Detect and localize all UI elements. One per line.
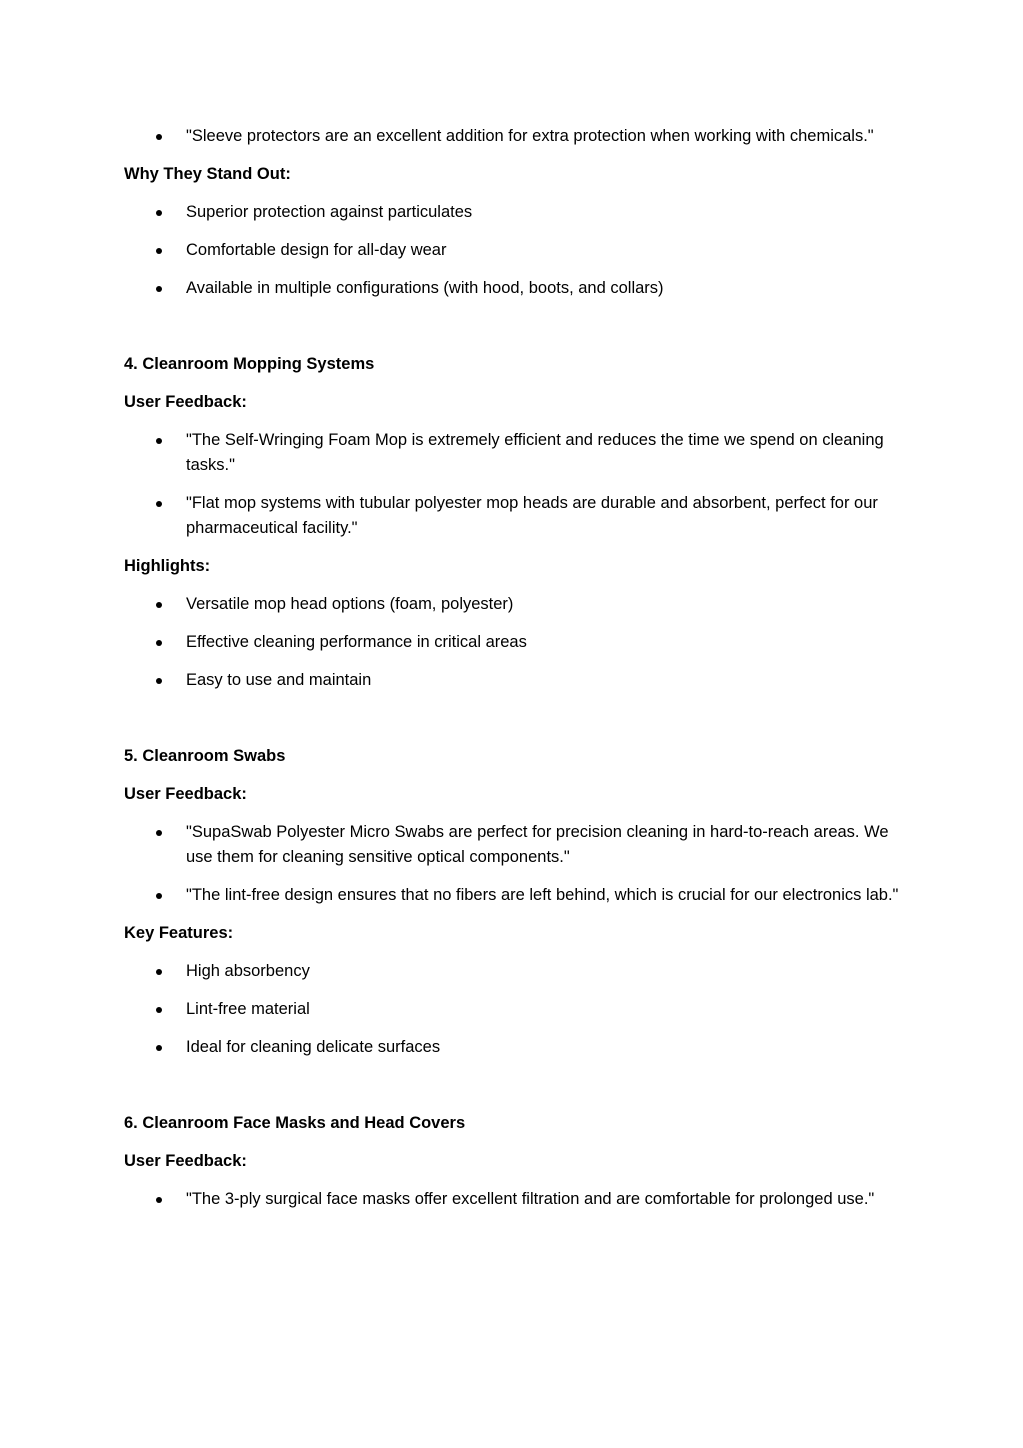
section-5-feedback-heading: User Feedback: bbox=[124, 785, 247, 803]
list-item: Easy to use and maintain bbox=[124, 668, 904, 693]
list-item: Effective cleaning performance in critical areas bbox=[124, 630, 904, 655]
list-item: Ideal for cleaning delicate surfaces bbox=[124, 1035, 904, 1060]
bullet-icon bbox=[156, 248, 162, 254]
list-item: "The lint-free design ensures that no fibers are left behind, which is crucial for our electronics lab." bbox=[124, 883, 904, 908]
bullet-icon bbox=[156, 893, 162, 899]
list-item: Versatile mop head options (foam, polyester) bbox=[124, 592, 904, 617]
section-4-highlights-list bbox=[124, 592, 904, 693]
list-item: Superior protection against particulates bbox=[124, 200, 904, 225]
list-item: Comfortable design for all-day wear bbox=[124, 238, 904, 263]
intro-bullet-list bbox=[124, 124, 904, 149]
section-4-highlights-heading: Highlights: bbox=[124, 557, 211, 575]
bullet-icon bbox=[156, 830, 162, 836]
section-6-feedback-heading: User Feedback: bbox=[124, 1152, 247, 1170]
section-5-title: 5. Cleanroom Swabs bbox=[124, 747, 286, 765]
section-4-title: 4. Cleanroom Mopping Systems bbox=[124, 355, 375, 373]
list-item: "The Self-Wringing Foam Mop is extremely efficient and reduces the time we spend on cleaning tasks." bbox=[124, 428, 904, 478]
bullet-icon bbox=[156, 1007, 162, 1013]
bullet-icon bbox=[156, 501, 162, 507]
bullet-icon bbox=[156, 969, 162, 975]
section-5-feedback-list bbox=[124, 820, 904, 908]
list-item: High absorbency bbox=[124, 959, 904, 984]
section-5-key-features-list bbox=[124, 959, 904, 1060]
bullet-icon bbox=[156, 438, 162, 444]
section-4-feedback-list bbox=[124, 428, 904, 541]
bullet-icon bbox=[156, 210, 162, 216]
bullet-icon bbox=[156, 1045, 162, 1051]
bullet-icon bbox=[156, 134, 162, 140]
section-5-key-features-heading: Key Features: bbox=[124, 924, 234, 942]
section-6-feedback-list bbox=[124, 1187, 904, 1212]
list-item: "Flat mop systems with tubular polyester mop heads are durable and absorbent, perfect for our pharmaceutical facility." bbox=[124, 491, 904, 541]
bullet-icon bbox=[156, 678, 162, 684]
list-item: "The 3-ply surgical face masks offer excellent filtration and are comfortable for prolonged use." bbox=[124, 1187, 904, 1212]
why-they-stand-out-heading: Why They Stand Out: bbox=[124, 165, 291, 183]
list-item: "SupaSwab Polyester Micro Swabs are perfect for precision cleaning in hard-to-reach areas. We use them for cleaning sensitive optical components." bbox=[124, 820, 904, 870]
bullet-icon bbox=[156, 1197, 162, 1203]
bullet-icon bbox=[156, 602, 162, 608]
document-content bbox=[124, 124, 904, 1225]
list-item: Lint-free material bbox=[124, 997, 904, 1022]
list-item: "Sleeve protectors are an excellent addition for extra protection when working with chemicals." bbox=[124, 124, 904, 149]
bullet-icon bbox=[156, 286, 162, 292]
section-4-feedback-heading: User Feedback: bbox=[124, 393, 247, 411]
why-they-stand-out-list bbox=[124, 200, 904, 301]
section-6-title: 6. Cleanroom Face Masks and Head Covers bbox=[124, 1114, 466, 1132]
bullet-icon bbox=[156, 640, 162, 646]
list-item: Available in multiple configurations (with hood, boots, and collars) bbox=[124, 276, 904, 301]
